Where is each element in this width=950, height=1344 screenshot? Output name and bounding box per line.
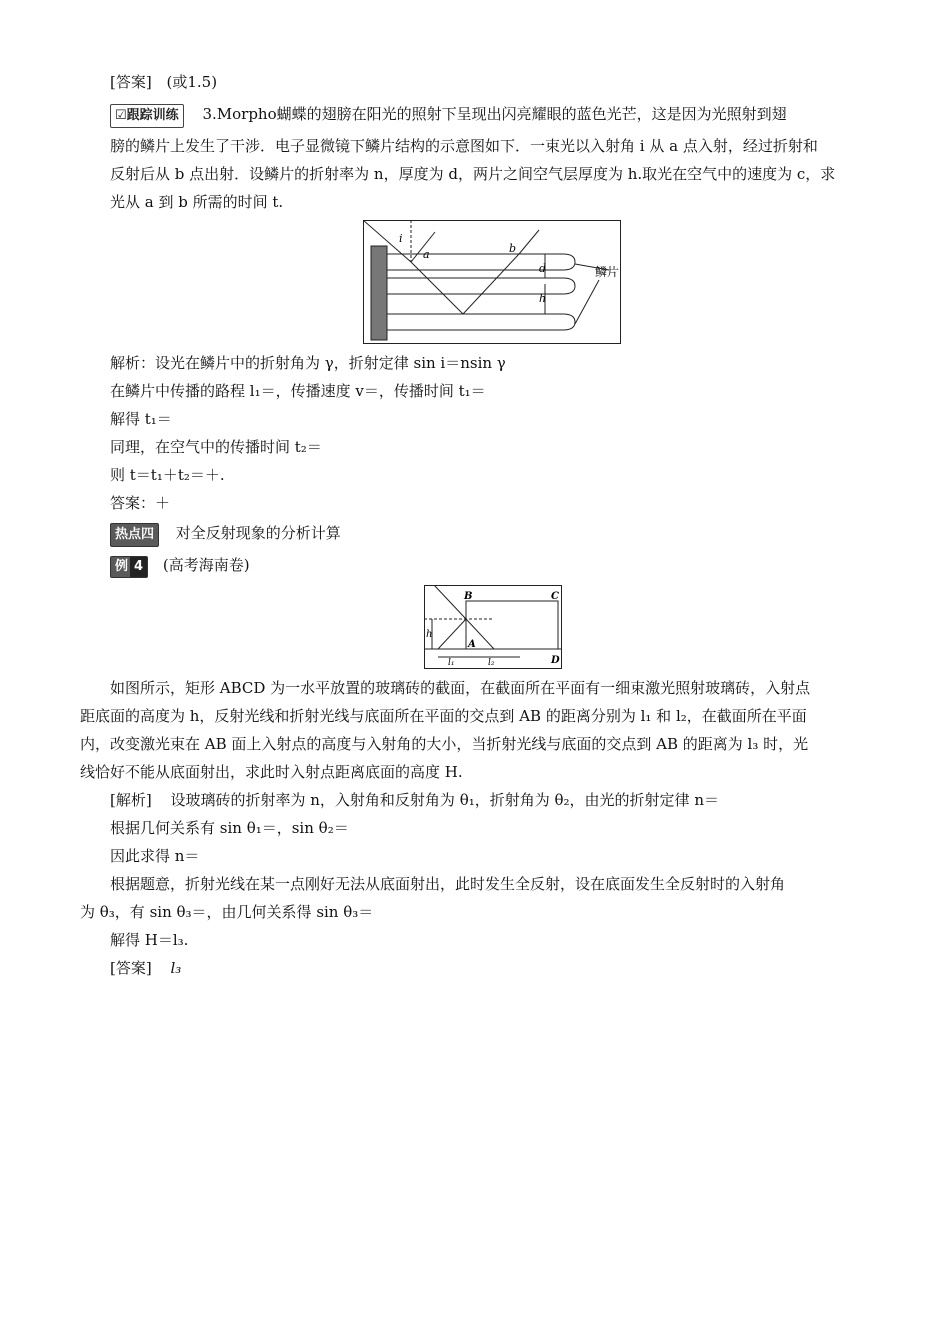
solution4-line-5: 为 θ₃，有 sin θ₃＝，由几何关系得 sin θ₃＝ [80,903,374,921]
solution3-answer: 答案：＋ [110,494,171,512]
fig2-label-B: B [464,591,473,602]
problem3-line-1: ☑跟踪训练 3.Morpho蝴蝶的翅膀在阳光的照射下呈现出闪亮耀眼的蓝色光芒，这是因为光照射到翅 [110,104,787,128]
problem3-line-4: 光从 a 到 b 所需的时间 t. [110,193,284,211]
fig2-label-A: A [468,639,476,650]
solution4-line-4: 根据题意，折射光线在某一点刚好无法从底面射出，此时发生全反射，设在底面发生全反射时的入射角 [110,875,786,893]
figure-glass-block [424,585,562,669]
fig2-label-l2: l₂ [488,658,495,668]
answer-value: (或1.5) [166,73,218,91]
hot-badge: 热点四 [110,523,159,547]
solution4-line-1: [解析] 设玻璃砖的折射率为 n，入射角和反射角为 θ₁，折射角为 θ₂，由光的折射定律 n＝ [110,791,719,809]
solution4-label: [解析] [110,791,152,809]
example4-line-3: 内，改变激光束在 AB 面上入射点的高度与入射角的大小，当折射光线与底面的交点到 AB 的距离为 l₃ 时，光 [80,735,809,753]
example-badge: 例 4 [110,556,148,578]
fig1-label-b: b [509,242,517,255]
fig1-label-scale: 鳞片 [595,265,620,279]
problem3-line-3: 反射后从 b 点出射．设鳞片的折射率为 n，厚度为 d，两片之间空气层厚度为 h.取光在空气中的速度为 c，求 [110,165,836,183]
solution3-line-1: 解析：设光在鳞片中的折射角为 γ，折射定律 sin i＝nsin γ [110,354,506,372]
fig1-label-h: h [539,292,547,305]
hot-point-heading [110,523,341,547]
example4-line-4: 线恰好不能从底面射出，求此时入射点距离底面的高度 H. [80,763,463,781]
fig2-label-l1: l₁ [448,658,455,668]
practice-badge: ☑跟踪训练 [110,104,184,128]
figure-scales [363,220,621,344]
example-source: (高考海南卷) [162,556,250,574]
solution4-line-2: 根据几何关系有 sin θ₁＝，sin θ₂＝ [110,819,349,837]
example4-line-1: 如图所示，矩形 ABCD 为一水平放置的玻璃砖的截面，在截面所在平面有一细束激光照射玻璃砖，入射点 [110,679,811,697]
answer4-value: l₃ [170,959,182,977]
fig1-label-i: i [399,232,403,245]
check-icon: ☑ [115,108,127,123]
answer-line-1 [110,72,217,92]
answer4-label: [答案] [110,959,152,977]
fig2-label-h: h [426,629,433,640]
answer-line-4 [110,958,181,978]
fig1-label-a: a [423,248,430,261]
solution4-line-6: 解得 H＝l₃. [110,931,189,949]
solution3-line-2: 在鳞片中传播的路程 l₁＝，传播速度 v＝，传播时间 t₁＝ [110,382,486,400]
fig1-label-d: d [539,262,547,275]
solution3-line-5: 则 t＝t₁＋t₂＝＋. [110,466,225,484]
example4-line-2: 距底面的高度为 h，反射光线和折射光线与底面所在平面的交点到 AB 的距离分别为 l₁ 和 l₂，在截面所在平面 [80,707,807,725]
solution3-line-4: 同理，在空气中的传播时间 t₂＝ [110,438,322,456]
answer-label: [答案] [110,73,152,91]
problem3-line-2: 膀的鳞片上发生了干涉．电子显微镜下鳞片结构的示意图如下．一束光以入射角 i 从 a 点入射，经过折射和 [110,137,818,155]
solution4-line-3: 因此求得 n＝ [110,847,200,865]
fig2-label-C: C [551,591,559,602]
fig2-label-D: D [551,655,560,666]
example4-heading [110,555,250,578]
solution3-line-3: 解得 t₁＝ [110,410,172,428]
hot-title: 对全反射现象的分析计算 [175,524,341,542]
